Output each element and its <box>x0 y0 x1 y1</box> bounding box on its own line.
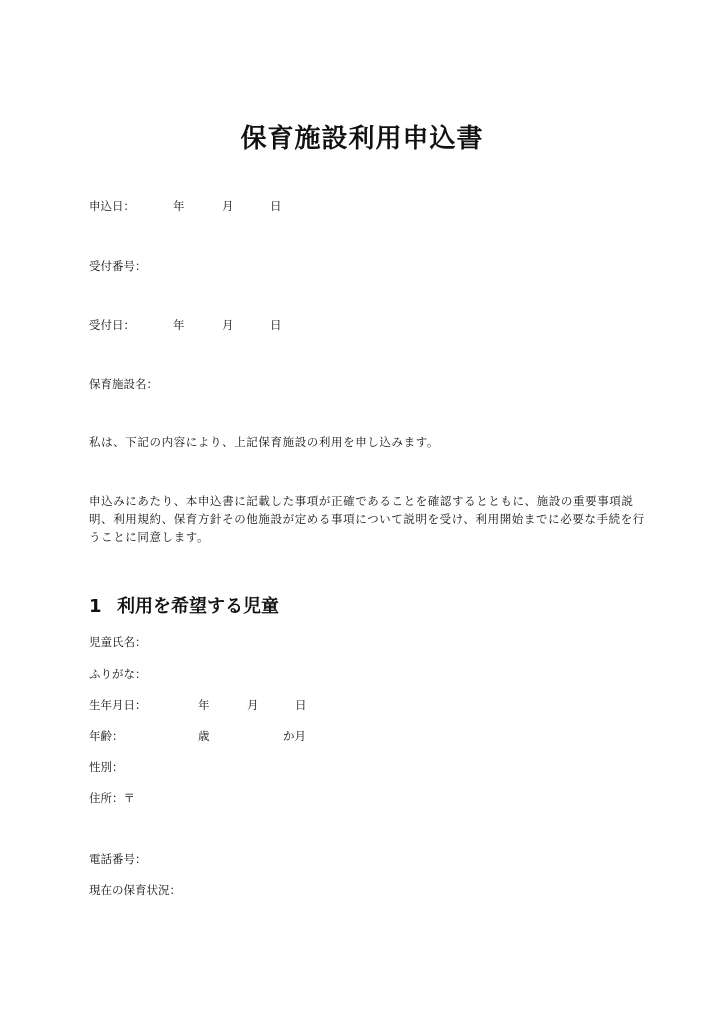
birth-date-day-unit: 日 <box>295 698 307 712</box>
age-label: 年齢： <box>89 729 124 743</box>
application-statement: 私は、下記の内容により、上記保育施設の利用を申し込みます。 <box>89 435 439 449</box>
application-date-month-unit: 月 <box>222 199 234 213</box>
gender-label: 性別： <box>89 760 124 774</box>
reception-number-label: 受付番号： <box>89 259 147 273</box>
phone-label: 電話番号： <box>89 852 147 866</box>
address-label: 住所：〒 <box>89 791 135 805</box>
application-date-day-unit: 日 <box>270 199 282 213</box>
birth-date-year-unit: 年 <box>198 698 210 712</box>
document-title: 保育施設利用申込書 <box>240 124 484 154</box>
current-care-label: 現在の保育状況： <box>89 883 181 897</box>
facility-name-row <box>89 376 158 392</box>
reception-date-year-unit: 年 <box>173 318 185 332</box>
age-months-unit: か月 <box>283 729 306 743</box>
birth-date-month-unit: 月 <box>247 698 259 712</box>
birth-date-label: 生年月日： <box>89 698 147 712</box>
furigana-label: ふりがな： <box>89 667 147 681</box>
application-date-row <box>89 198 135 214</box>
section-1-title: 利用を希望する児童 <box>117 596 279 617</box>
application-date-year-unit: 年 <box>173 199 185 213</box>
facility-name-label: 保育施設名： <box>89 377 158 391</box>
reception-date-row <box>89 317 135 333</box>
application-date-label: 申込日： <box>89 199 135 213</box>
reception-date-month-unit: 月 <box>222 318 234 332</box>
consent-paragraph: 申込みにあたり、本申込書に記載した事項が正確であることを確認するとともに、施設の重要事項説明、利用規約、保育方針その他施設が定める事項について説明を受け、利用開始までに必要な手続を行うことに同意します。 <box>89 494 645 544</box>
section-1-number: 1 <box>89 596 102 617</box>
reception-number-row <box>89 258 147 274</box>
section-1-heading <box>89 592 279 618</box>
child-name-label: 児童氏名： <box>89 635 147 649</box>
reception-date-day-unit: 日 <box>270 318 282 332</box>
age-years-unit: 歳 <box>198 729 210 743</box>
reception-date-label: 受付日： <box>89 318 135 332</box>
